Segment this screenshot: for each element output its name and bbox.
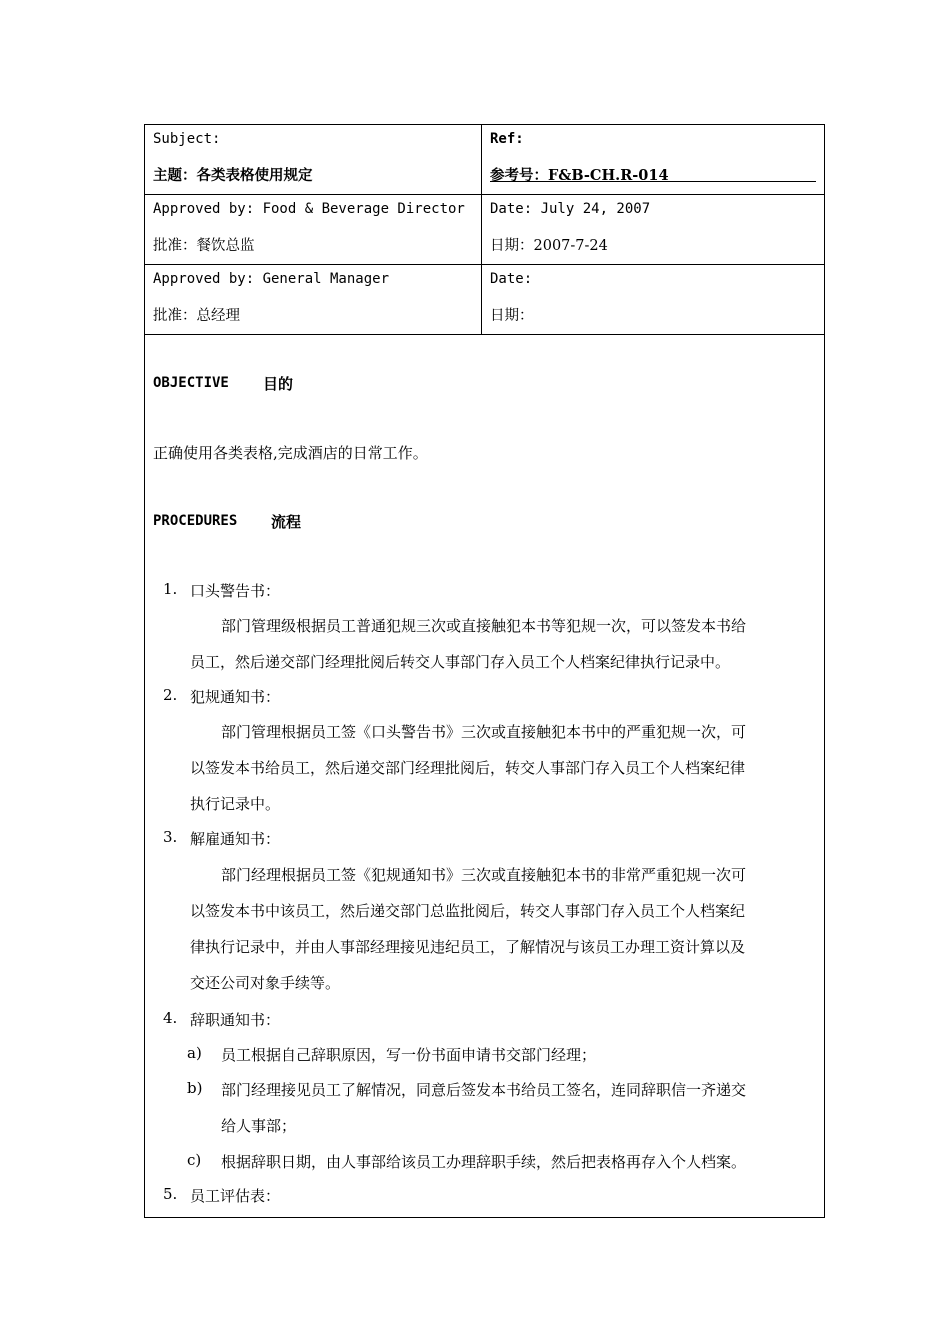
ref-underline [490, 181, 816, 182]
date1-cn: 日期：2007-7-24 [490, 238, 608, 254]
item-2-num: 2. [163, 686, 178, 704]
item-1-num: 1. [163, 580, 178, 598]
date1-en: Date: July 24, 2007 [490, 201, 651, 217]
item-3-title: 解雇通知书： [190, 830, 281, 848]
procedures-heading-en: PROCEDURES [153, 513, 238, 529]
item-4a-line-1: 员工根据自己辞职原因，写一份书面申请书交部门经理； [221, 1046, 597, 1064]
item-4c-label: c) [187, 1151, 202, 1169]
approved2-cn: 批准：总经理 [153, 308, 240, 324]
subject-en: Subject: [153, 131, 221, 147]
item-3-line-1: 部门经理根据员工签《犯规通知书》三次或直接触犯本书的非常严重犯规一次可 [221, 866, 747, 884]
item-1-line-1: 部门管理级根据员工普通犯规三次或直接触犯本书等犯规一次，可以签发本书给 [221, 617, 747, 635]
item-3-line-2: 以签发本书中该员工，然后递交部门总监批阅后，转交人事部门存入员工个人档案纪 [190, 902, 746, 920]
item-4-num: 4. [163, 1009, 178, 1027]
item-3-line-4: 交还公司对象手续等。 [190, 974, 341, 992]
approved2-cell [145, 265, 482, 335]
item-1-title: 口头警告书： [190, 582, 281, 600]
item-2-line-1: 部门管理根据员工签《口头警告书》三次或直接触犯本书中的严重犯规一次，可 [221, 723, 747, 741]
header-table [145, 125, 824, 335]
item-3-line-3: 律执行记录中，并由人事部经理接见违纪员工，了解情况与该员工办理工资计算以及 [190, 938, 746, 956]
approved1-cn: 批准：餐饮总监 [153, 238, 255, 254]
item-4a-label: a) [187, 1044, 202, 1062]
date2-cn: 日期： [490, 308, 534, 324]
item-2-line-2: 以签发本书给员工，然后递交部门经理批阅后，转交人事部门存入员工个人档案纪律 [190, 759, 746, 777]
approved2-en: Approved by: General Manager [153, 271, 390, 287]
document-body [145, 335, 824, 1217]
subject-cell [145, 125, 482, 195]
date2-en: Date: [490, 271, 533, 287]
objective-text: 正确使用各类表格,完成酒店的日常工作。 [153, 444, 428, 462]
approved1-cell [145, 195, 482, 265]
procedures-heading-cn: 流程 [271, 513, 302, 531]
item-1-line-2: 员工，然后递交部门经理批阅后转交人事部门存入员工个人档案纪律执行记录中。 [190, 653, 731, 671]
item-2-line-3: 执行记录中。 [190, 795, 281, 813]
ref-cn: 参考号：F&B-CH.R-014 [490, 167, 669, 184]
subject-cn: 主题：各类表格使用规定 [153, 167, 313, 184]
document-page [144, 124, 825, 1218]
item-5-num: 5. [163, 1185, 178, 1203]
item-3-num: 3. [163, 828, 178, 846]
item-4b-label: b) [187, 1079, 203, 1097]
item-4b-line-1: 部门经理接见员工了解情况，同意后签发本书给员工签名，连同辞职信一齐递交 [221, 1081, 747, 1099]
item-2-title: 犯规通知书： [190, 688, 281, 706]
date2-cell [482, 265, 824, 335]
date1-cell [482, 195, 824, 265]
objective-heading-cn: 目的 [263, 375, 294, 393]
approved1-en: Approved by: Food & Beverage Director [153, 201, 465, 217]
objective-heading-en: OBJECTIVE [153, 375, 229, 391]
ref-en: Ref: [490, 131, 524, 147]
item-4c-line-1: 根据辞职日期，由人事部给该员工办理辞职手续，然后把表格再存入个人档案。 [221, 1153, 747, 1171]
item-4b-line-2: 给人事部； [221, 1117, 297, 1135]
item-5-title: 员工评估表： [190, 1187, 281, 1205]
item-4-title: 辞职通知书： [190, 1011, 281, 1029]
ref-cell [482, 125, 824, 195]
